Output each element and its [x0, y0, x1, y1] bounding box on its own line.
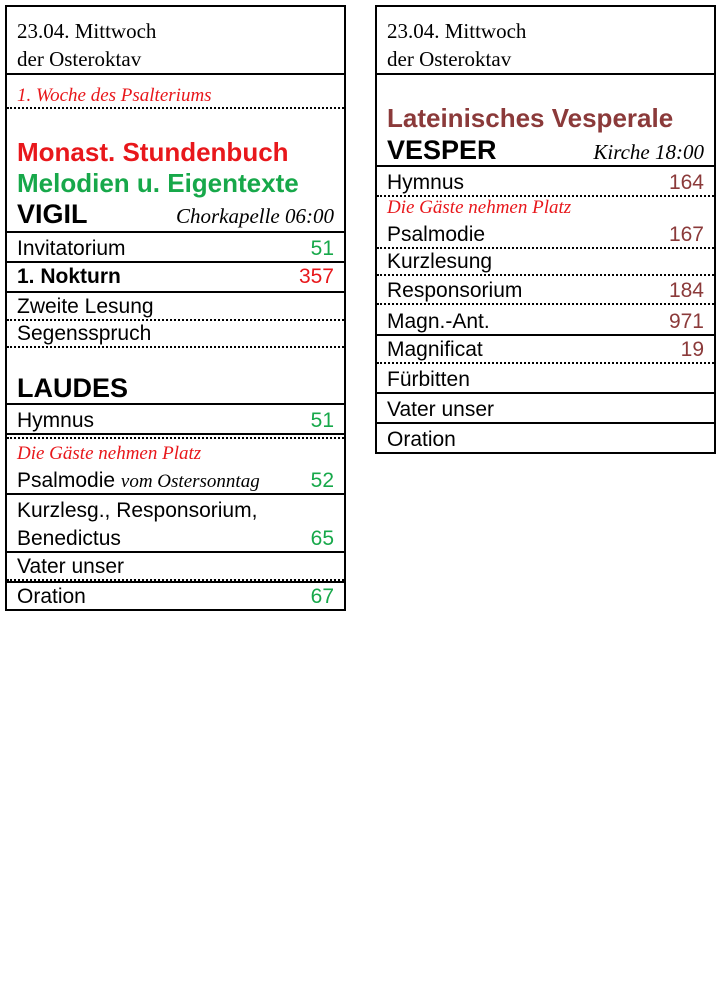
zweite-lesung-label: Zweite Lesung — [17, 295, 154, 318]
vesper-hymnus-row — [377, 165, 714, 195]
vesper-oration-label: Oration — [387, 428, 456, 451]
vesper-title: VESPER — [387, 135, 497, 165]
benedictus-row — [7, 523, 344, 551]
right-date-line2: der Osteroktav — [387, 47, 512, 71]
segensspruch-row — [7, 321, 344, 348]
laudes-oration-label: Oration — [17, 585, 86, 608]
laudes-hymnus-label: Hymnus — [17, 409, 95, 432]
vesper-vater-unser-label: Vater unser — [387, 398, 494, 421]
laudes-oration-row — [7, 581, 344, 609]
vesper-magn-ant-label: Magn.-Ant. — [387, 310, 490, 333]
invitatorium-page: 51 — [310, 237, 334, 260]
laudes-hymnus-row — [7, 403, 344, 435]
left-date-line1: 23.04. Mittwoch — [17, 19, 157, 43]
laudes-guests-note-block — [7, 437, 344, 465]
laudes-psalmodie-label: Psalmodie — [17, 469, 116, 492]
vigil-header — [7, 199, 344, 231]
vigil-place-time: Chorkapelle 06:00 — [175, 204, 334, 228]
zweite-lesung-row — [7, 291, 344, 321]
vesper-magn-ant-row — [377, 305, 714, 334]
laudes-guests-note: Die Gäste nehmen Platz — [17, 443, 202, 464]
vesper-vater-unser-row — [377, 392, 714, 422]
vesper-oration-row — [377, 422, 714, 452]
vesper-hymnus-label: Hymnus — [387, 171, 465, 194]
vesper-header — [377, 135, 714, 165]
laudes-psalmodie-page: 52 — [310, 469, 334, 492]
segensspruch-label: Segensspruch — [17, 322, 152, 345]
nokturn-row — [7, 261, 344, 291]
psalter-week-block — [7, 75, 344, 109]
nokturn-label: 1. Nokturn — [17, 265, 121, 288]
laudes-vater-unser-row — [7, 551, 344, 581]
vesper-guests-note: Die Gäste nehmen Platz — [387, 197, 572, 218]
invitatorium-label: Invitatorium — [17, 237, 126, 260]
book-subtitle: Melodien u. Eigentexte — [17, 168, 299, 198]
laudes-title: LAUDES — [17, 373, 129, 403]
vesper-kurzlesung-label: Kurzlesung — [387, 250, 493, 273]
right-date-header — [377, 5, 714, 75]
left-date-line2: der Osteroktav — [17, 47, 142, 71]
left-schedule-card — [5, 5, 346, 611]
kurzlesung-line1: Kurzlesg., Responsorium, — [17, 499, 258, 522]
vesper-psalmodie-label: Psalmodie — [387, 223, 486, 246]
vesper-magnificat-row — [377, 334, 714, 364]
vesper-place-time: Kirche 18:00 — [593, 140, 704, 164]
vesper-psalmodie-row — [377, 219, 714, 249]
vesper-responsorium-label: Responsorium — [387, 279, 523, 302]
vesper-magnificat-page: 19 — [680, 338, 704, 361]
vesper-hymnus-page: 164 — [668, 171, 704, 194]
left-date-header — [7, 5, 344, 75]
vesper-fuerbitten-label: Fürbitten — [387, 368, 470, 391]
invitatorium-row — [7, 231, 344, 261]
vesper-responsorium-row — [377, 276, 714, 305]
right-date-line1: 23.04. Mittwoch — [387, 19, 527, 43]
laudes-header — [7, 373, 344, 403]
vesper-kurzlesung-row — [377, 249, 714, 276]
benedictus-label: Benedictus — [17, 527, 121, 550]
vesper-fuerbitten-row — [377, 364, 714, 392]
laudes-psalmodie-row — [7, 465, 344, 493]
laudes-psalmodie-suffix: vom Ostersonntag — [120, 471, 260, 492]
laudes-vater-unser-label: Vater unser — [17, 555, 124, 578]
kurzlesung-row-line1 — [7, 493, 344, 523]
vesperale-title: Lateinisches Vesperale — [387, 103, 674, 133]
book-title: Monast. Stundenbuch — [17, 137, 289, 167]
vesper-responsorium-page: 184 — [668, 279, 704, 302]
laudes-oration-page: 67 — [310, 585, 334, 608]
nokturn-page: 357 — [298, 265, 334, 288]
vesper-magn-ant-page: 971 — [668, 310, 704, 333]
vigil-title: VIGIL — [17, 199, 88, 229]
laudes-hymnus-page: 51 — [310, 409, 334, 432]
vesper-psalmodie-page: 167 — [668, 223, 704, 246]
vesper-magnificat-label: Magnificat — [387, 338, 483, 361]
benedictus-page: 65 — [310, 527, 334, 550]
right-schedule-card — [375, 5, 716, 454]
psalter-week: 1. Woche des Psalteriums — [17, 85, 212, 106]
vesper-guests-note-block — [377, 195, 714, 219]
